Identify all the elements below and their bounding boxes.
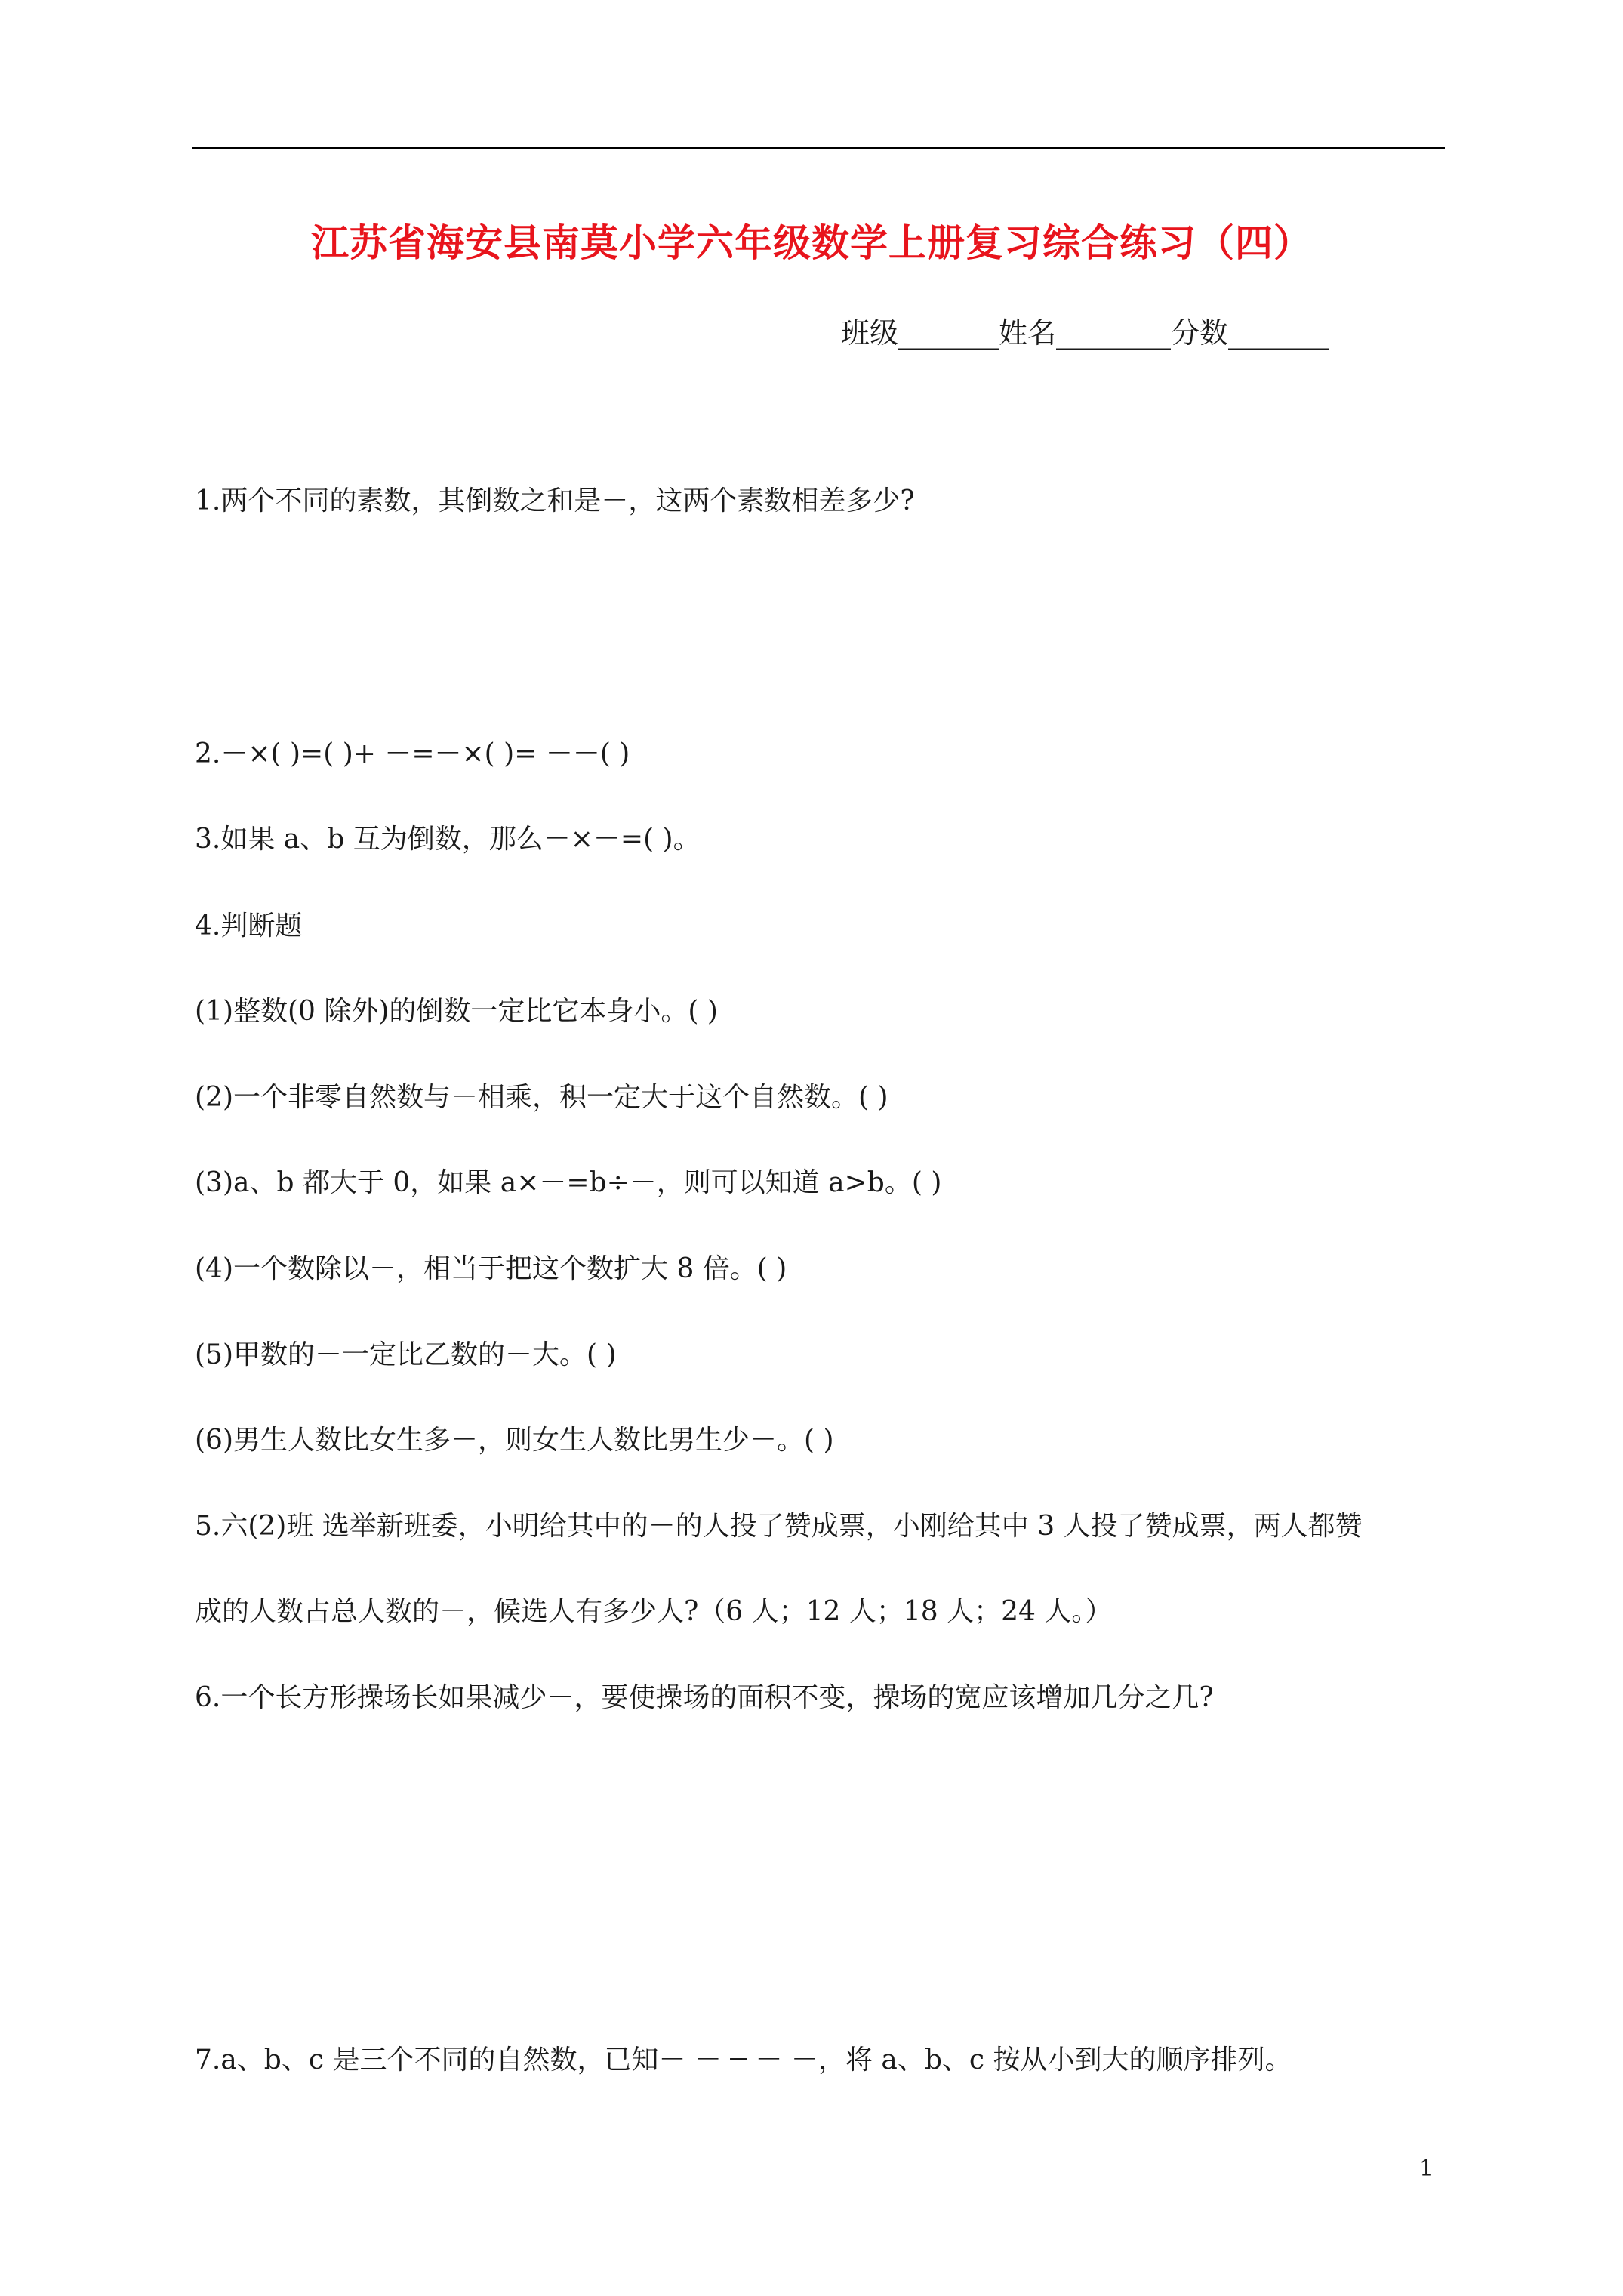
question-2: 2.－×( )=( )+ －=－×( )= －－( ) — [195, 738, 630, 769]
document-title: 江苏省海安县南莫小学六年级数学上册复习综合练习（四） — [311, 220, 1312, 265]
question-4-item-4: (4)一个数除以－，相当于把这个数扩大 8 倍。( ) — [195, 1253, 787, 1284]
question-4-item-3: (3)a、b 都大于 0，如果 a×－=b÷－，则可以知道 a>b。( ) — [195, 1167, 942, 1198]
question-1: 1.两个不同的素数，其倒数之和是－，这两个素数相差多少? — [195, 485, 915, 516]
question-6: 6.一个长方形操场长如果减少－，要使操场的面积不变，操场的宽应该增加几分之几? — [195, 1682, 1214, 1713]
question-4: 4.判断题 — [195, 911, 303, 942]
question-3: 3.如果 a、b 互为倒数，那么－×－=( )。 — [195, 824, 701, 855]
question-5-line-1: 5.六(2)班 选举新班委，小明给其中的－的人投了赞成票，小刚给其中 3 人投了赞成票，两人都赞 — [195, 1511, 1363, 1542]
question-4-item-6: (6)男生人数比女生多－，则女生人数比男生少－。( ) — [195, 1425, 834, 1456]
question-5-line-2: 成的人数占总人数的－，候选人有多少人?（6 人；12 人；18 人；24 人。） — [195, 1596, 1113, 1627]
question-7: 7.a、b、c 是三个不同的自然数，已知－ － ─ － －，将 a、b、c 按从小到大的顺序排列。 — [195, 2045, 1292, 2076]
header-rule — [192, 147, 1445, 149]
question-4-item-2: (2)一个非零自然数与－相乘，积一定大于这个自然数。( ) — [195, 1082, 888, 1113]
question-4-item-1: (1)整数(0 除外)的倒数一定比它本身小。( ) — [195, 996, 718, 1027]
page-number: 1 — [1419, 2156, 1434, 2182]
student-info-line: 班级_______姓名________分数_______ — [841, 316, 1329, 350]
question-4-item-5: (5)甲数的－一定比乙数的－大。( ) — [195, 1339, 617, 1370]
